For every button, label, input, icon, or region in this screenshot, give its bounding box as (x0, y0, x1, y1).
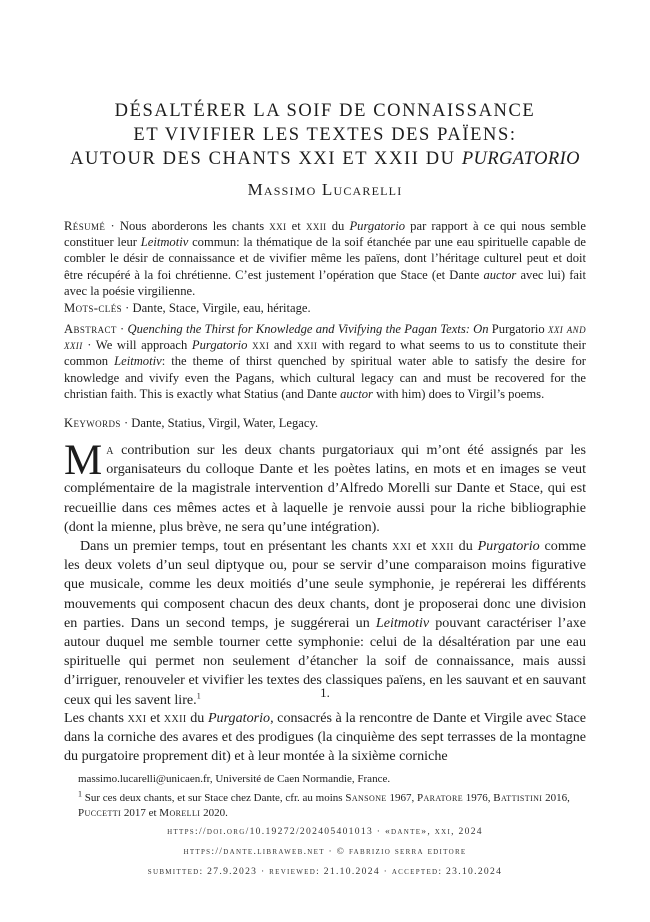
cited-author: Puccetti (78, 806, 122, 819)
body-paragraph-1 (64, 437, 586, 537)
paragraph-text: contribution sur les deux chants purgatoriaux qui m’ont été assignés par les organisateurs du colloque Dante et les poètes latins, en mots et en images se veut complémentaire de la magistrale intervention d’Alfredo Morelli sur Dante et Stace, qui est recueillie dans ces mêmes actes et à laquelle je renvoie aussi pour la riche bibliographie (dont la mienne, plus brève, ne sera qu’une intégration). (64, 442, 586, 535)
cited-author: Paratore (416, 792, 464, 804)
resume-paragraph (64, 218, 586, 299)
keywords-line (64, 415, 586, 431)
footnote-number: 1 (78, 789, 82, 799)
resume-text: du (326, 219, 350, 233)
cited-author: Sansone (345, 792, 387, 804)
roman-numeral: xxi (252, 338, 270, 353)
roman-numeral: xxii (296, 338, 318, 353)
resume-text: par rapport à ce qui nous semble constituer leur (64, 219, 587, 250)
auctor-term: auctor (483, 267, 517, 282)
dates-footer: submitted: 27.9.2023 · reviewed: 21.10.2024 · accepted: 23.10.2024 (147, 866, 503, 877)
footnote-text: 2017 et (121, 806, 160, 819)
abstract-paragraph (64, 321, 586, 402)
roman-numeral: xxii (163, 710, 187, 726)
abstract-text: with regard to what seems to us to constitute their common (64, 338, 586, 369)
paragraph-text: du (453, 538, 478, 554)
keywords-label: Keywords (64, 416, 121, 430)
work-title: Purgatorio (477, 538, 540, 554)
abstract-text: · (116, 322, 128, 336)
roman-numeral: xxi (269, 219, 287, 233)
footnote-text: 2020. (200, 806, 228, 819)
abstract-text: · We will approach (82, 338, 192, 353)
website-footer[interactable]: https://dante.libraweb.net · © fabrizio serra editore (183, 846, 467, 857)
roman-numeral: xxi (392, 538, 412, 554)
paragraph-text: du (186, 710, 208, 726)
resume-text: commun: la thématique de la soif étanchée par une eau spirituelle capable de combler le désir de connaissance et de vivifier même les païens, dont l’héritage culturel peut et doit être récupéré à la foi chrétienne. C’est justement l’opération que Stace (et Dante (64, 235, 587, 282)
paragraph-text: Dans un premier temps, tout en présentant les chants (80, 538, 393, 554)
section-number: 1. (320, 685, 330, 700)
cited-author: Morelli (159, 806, 201, 819)
keywords-text: · Dante, Statius, Virgil, Water, Legacy. (120, 416, 319, 430)
paragraph-text: pouvant caractériser l’axe autour duquel me semble tourner cette symphonie: celui de la désaltération par une eau spirituelle qui permet non seulement d’étancher la soif de connaissance, mais aussi d’irriguer, renouveler et vivifier les textes des classiques païens, en les sauvant et en sauvant ceux qui les savent lire. (64, 614, 587, 708)
abstract-text: with him) does to Virgil’s poems. (372, 386, 545, 401)
article-title-line-3 (0, 148, 650, 170)
abstract-title: Quenching the Thirst for Knowledge and Vivifying the Pagan Texts: On (127, 322, 489, 336)
leitmotiv-term: Leitmotiv (114, 354, 162, 369)
footnote-text: 2016, (542, 792, 570, 804)
leitmotiv-term: Leitmotiv (375, 614, 430, 631)
small-cap-lead: a (106, 442, 114, 458)
cited-author: Battistini (493, 792, 543, 804)
footnote-text: 1967, (386, 792, 417, 804)
roman-numeral: xxi and xxii (64, 322, 586, 353)
auctor-term: auctor (340, 386, 373, 401)
body-paragraph-2 (64, 537, 586, 710)
footnote-text: Sur ces deux chants, et sur Stace chez Dante, cfr. au moins (82, 792, 346, 804)
mots-cles-line (64, 300, 586, 316)
footnote-reference[interactable]: 1 (196, 690, 201, 700)
article-title-line-1: DÉSALTÉRER LA SOIF DE CONNAISSANCE (114, 101, 536, 121)
article-title-line-2: ET VIVIFIER LES TEXTES DES PAÏENS: (133, 125, 517, 145)
paragraph-text: et (146, 710, 164, 726)
title-work-italic: PURGATORIO (461, 149, 580, 169)
mots-cles-label: Mots-clés (64, 301, 122, 315)
resume-text: et (286, 219, 306, 233)
abstract-text: Purgatorio (488, 322, 548, 336)
mots-cles-text: · Dante, Stace, Virgile, eau, héritage. (122, 301, 311, 315)
work-title: Purgatorio (207, 710, 271, 726)
body-paragraph-3 (64, 709, 586, 767)
author-affiliation-note: massimo.lucarelli@unicaen.fr, Université de Caen Normandie, France. (78, 773, 391, 785)
resume-text: avec lui) fait avec la poésie virgilienne. (64, 267, 586, 298)
work-title: Purgatorio (191, 338, 248, 353)
roman-numeral: xxii (305, 219, 327, 233)
paragraph-text: , consacrés à la rencontre de Dante et Virgile avec Stace dans la corniche des avares et des prodigues (la cinquième des sept terrasses de la montagne du purgatoire proprement dit) et à leur montée à la sixième corniche (64, 710, 587, 765)
title-line3-text: AUTOUR DES CHANTS XXI ET XXII DU (70, 149, 462, 169)
roman-numeral: xxii (431, 538, 454, 554)
leitmotiv-term: Leitmotiv (140, 235, 189, 250)
abstract-text: and (269, 338, 297, 353)
work-title: Purgatorio (349, 219, 405, 233)
resume-text: · Nous aborderons les chants (105, 219, 270, 233)
resume-label: Résumé (64, 219, 106, 233)
paragraph-text: comme les deux volets d’un seul diptyque ou, pour se servir d’une comparaison moins figurative que musicale, comme les deux moitiés d’une seule symphonie, je repérerai les différents mouvements qui composent chacun des deux chants, dont je proposerai donc une division en parties. Dans un second temps, je suggérerai un (64, 538, 587, 631)
abstract-label: Abstract (64, 322, 117, 336)
abstract-text: : the theme of thirst quenched by spiritual water able to satisfy the desire for knowledge and vivify even the Pagans, which cultural legacy can and must be recovered for the christian faith. This is exactly what Statius (and Dante (64, 354, 586, 401)
footnote-1 (78, 791, 586, 820)
author-name: Massimo Lucarelli (247, 180, 403, 199)
doi-footer[interactable]: https://doi.org/10.19272/202405401013 · «dante», xxi, 2024 (167, 826, 483, 837)
roman-numeral: xxi (127, 710, 147, 726)
footnote-text: 1976, (463, 792, 494, 804)
drop-cap: M (64, 437, 103, 484)
paragraph-text: Les chants (64, 710, 128, 726)
paragraph-text: et (411, 538, 432, 554)
